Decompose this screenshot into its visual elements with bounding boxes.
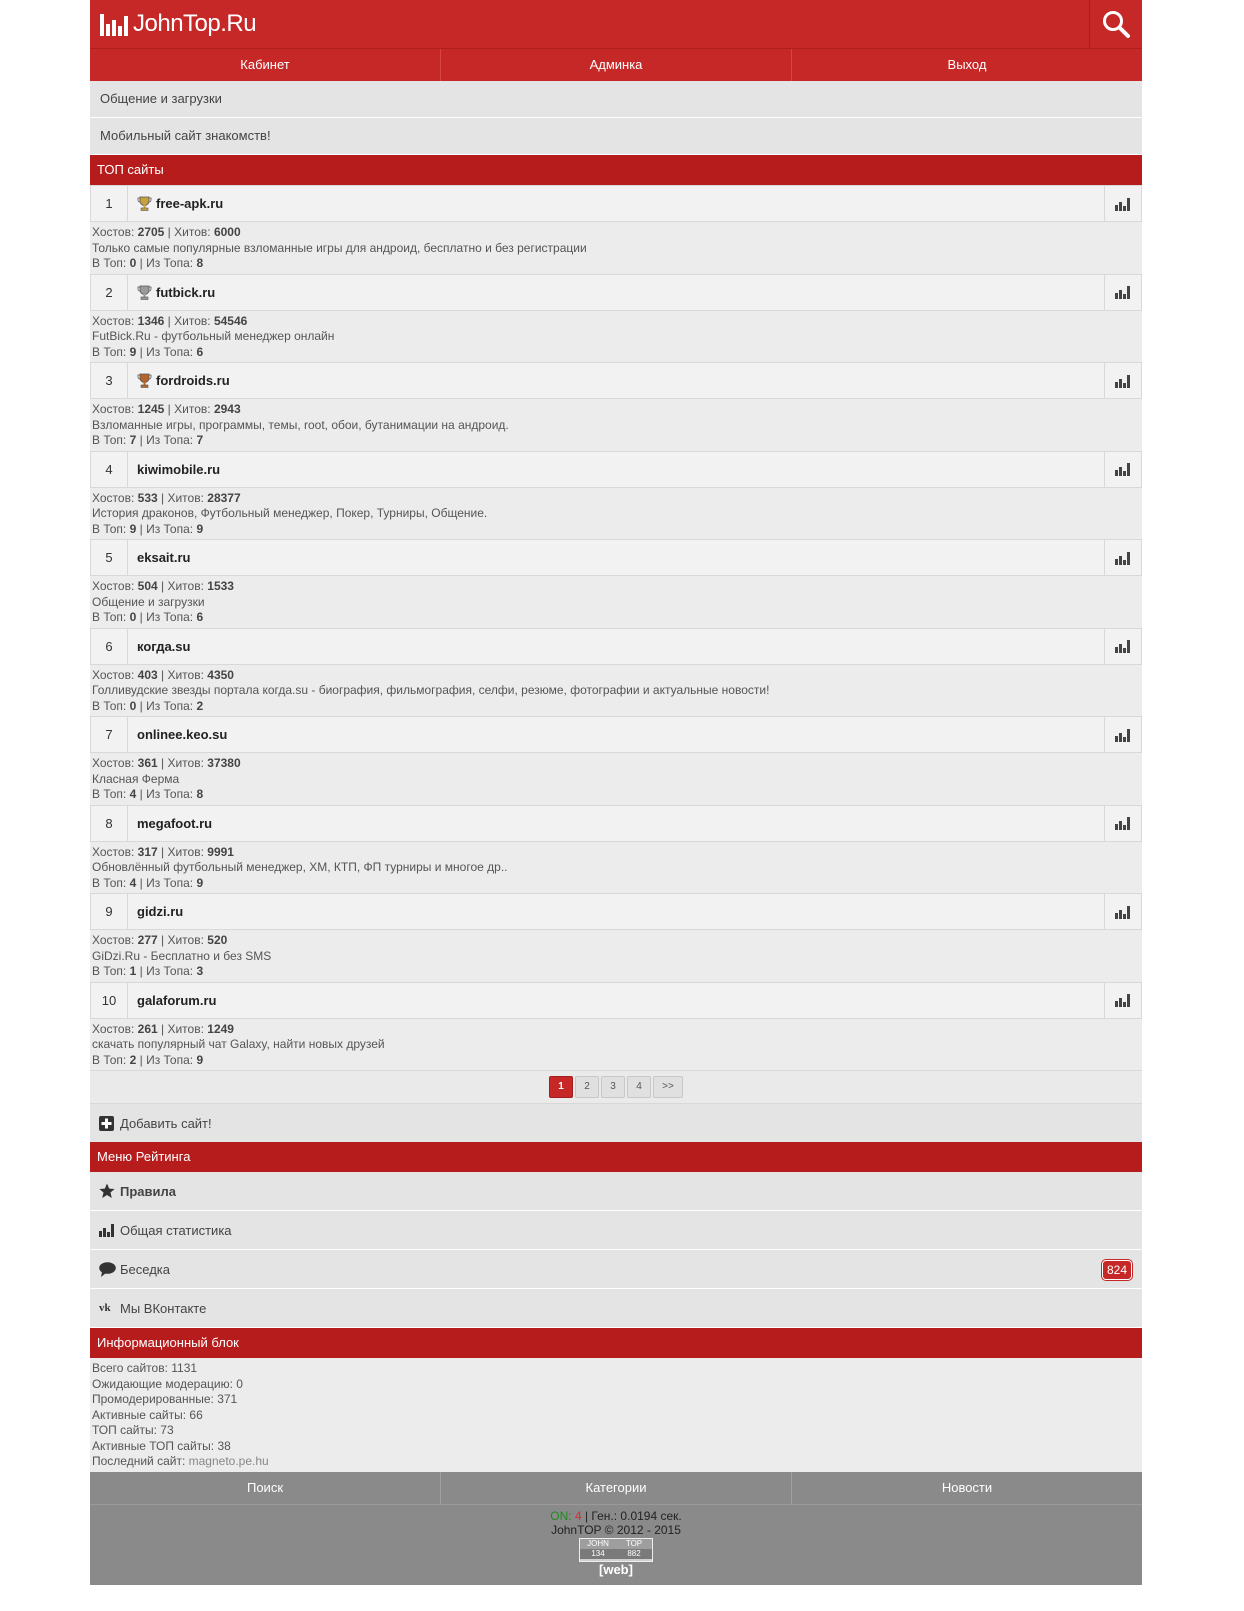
site-info: [90, 842, 1142, 894]
top-site-item: [90, 362, 1142, 451]
site-counts: Хостов: 261 | Хитов: 1249: [92, 1021, 234, 1036]
web-version-link[interactable]: [web]: [599, 1561, 633, 1577]
chart-icon: [1115, 816, 1131, 830]
page-button[interactable]: 1: [549, 1076, 573, 1098]
info-last-site: Последний сайт: magneto.pe.hu: [92, 1454, 269, 1468]
site-rank: 3: [90, 363, 128, 398]
chat-icon: [99, 1262, 117, 1277]
site-stats-button[interactable]: [1104, 186, 1142, 221]
info-active: Активные сайты: 66: [92, 1407, 203, 1422]
site-rank: 8: [90, 806, 128, 841]
site-transfers: В Топ: 0 | Из Топа: 8: [92, 256, 204, 270]
site-link[interactable]: [128, 806, 1104, 841]
site-link[interactable]: [128, 363, 1104, 398]
chart-icon: [1115, 462, 1131, 476]
nav-admin[interactable]: Админка: [441, 49, 792, 81]
menu-rules[interactable]: [90, 1172, 1142, 1211]
site-name: free-apk.ru: [156, 196, 224, 211]
site-info: [90, 665, 1142, 717]
site-row: [90, 362, 1142, 399]
site-rank: 4: [90, 452, 128, 487]
chart-icon: [1115, 728, 1131, 742]
ad-link[interactable]: Мобильный сайт знакомств!: [90, 118, 1142, 155]
site-description: Взломанные игры, программы, темы, root, обои, бутанимации на андроид.: [92, 417, 509, 432]
site-link[interactable]: [128, 717, 1104, 752]
info-total: Всего сайтов: 1131: [92, 1361, 198, 1375]
nav-cabinet[interactable]: Кабинет: [90, 49, 441, 81]
nav-categories[interactable]: Категории: [441, 1472, 792, 1504]
site-rank: 7: [90, 717, 128, 752]
last-site-link[interactable]: magneto.pe.hu: [188, 1454, 269, 1468]
search-button[interactable]: [1089, 0, 1142, 48]
site-name: fordroids.ru: [156, 373, 230, 388]
site-transfers: В Топ: 9 | Из Топа: 6: [92, 344, 204, 359]
site-counts: Хостов: 317 | Хитов: 9991: [92, 844, 234, 859]
online-count[interactable]: 4: [574, 1508, 582, 1523]
site-name: galaforum.ru: [137, 992, 217, 1008]
site-stats-button[interactable]: [1104, 452, 1142, 487]
trophy-icon: [137, 373, 152, 388]
site-counts: Хостов: 403 | Хитов: 4350: [92, 667, 234, 682]
site-description: История драконов, Футбольный менеджер, Покер, Турниры, Общение.: [92, 506, 488, 520]
site-row: [90, 274, 1142, 311]
top-nav: [90, 48, 1142, 81]
top-site-item: [90, 716, 1142, 805]
top-site-item: [90, 451, 1142, 540]
site-row: [90, 628, 1142, 665]
page-button[interactable]: 3: [601, 1076, 625, 1098]
site-transfers: В Топ: 4 | Из Топа: 8: [92, 787, 204, 801]
site-counts: Хостов: 277 | Хитов: 520: [92, 933, 228, 947]
search-icon: [1101, 9, 1131, 39]
menu-vk[interactable]: [90, 1289, 1142, 1328]
top-sites-list: [90, 185, 1142, 1070]
menu-chat-label: Беседка: [120, 1261, 170, 1277]
footer-nav: [90, 1472, 1142, 1504]
trophy-icon: [137, 285, 152, 300]
chart-icon: [1115, 551, 1131, 565]
info-block-title: Информационный блок: [90, 1328, 1142, 1358]
site-row: [90, 893, 1142, 930]
site-transfers: В Топ: 1 | Из Топа: 3: [92, 964, 204, 978]
chat-count-badge: 824: [1102, 1260, 1132, 1280]
site-transfers: В Топ: 0 | Из Топа: 2: [92, 698, 204, 713]
info-top: ТОП сайты: 73: [92, 1423, 174, 1437]
top-site-item: [90, 539, 1142, 628]
site-description: GiDzi.Ru - Бесплатно и без SMS: [92, 948, 272, 963]
site-counts: Хостов: 1245 | Хитов: 2943: [92, 402, 241, 416]
info-moderated: Промодерированные: 371: [92, 1392, 238, 1406]
site-info: [90, 930, 1142, 982]
site-row: [90, 716, 1142, 753]
info-active-top: Активные ТОП сайты: 38: [92, 1438, 231, 1453]
site-description: Класная Ферма: [92, 771, 180, 786]
site-transfers: В Топ: 4 | Из Топа: 9: [92, 875, 204, 890]
site-row: [90, 805, 1142, 842]
site-stats-button[interactable]: [1104, 540, 1142, 575]
site-info: [90, 488, 1142, 540]
johntop-counter[interactable]: JOHN TOP 134 882: [579, 1538, 653, 1562]
site-description: Общение и загрузки: [92, 594, 205, 609]
site-name: futbick.ru: [156, 284, 216, 300]
site-stats-button[interactable]: [1104, 894, 1142, 929]
chart-icon: [1115, 197, 1131, 211]
site-rank: 1: [90, 186, 128, 221]
site-counts: Хостов: 361 | Хитов: 37380: [92, 756, 241, 770]
menu-vk-label: Мы ВКонтакте: [120, 1300, 207, 1316]
site-name: kiwimobile.ru: [137, 461, 221, 477]
add-site-label: Добавить сайт!: [120, 1115, 212, 1131]
footer-status: ON: 4 | Ген.: 0.0194 сек.: [550, 1508, 682, 1523]
top-site-item: [90, 185, 1142, 274]
menu-chat[interactable]: [90, 1250, 1142, 1289]
logo-chart-icon: [100, 12, 130, 36]
site-name: когда.su: [137, 638, 191, 654]
page: [90, 0, 1142, 1585]
site-info: [90, 311, 1142, 363]
footer: [90, 1504, 1142, 1585]
site-link[interactable]: [128, 452, 1104, 487]
site-rank: 9: [90, 894, 128, 929]
top-sites-title: ТОП сайты: [90, 155, 1142, 185]
site-transfers: В Топ: 2 | Из Топа: 9: [92, 1052, 204, 1067]
nav-logout[interactable]: Выход: [947, 57, 987, 72]
site-name: eksait.ru: [137, 550, 191, 565]
top-site-item: [90, 274, 1142, 363]
site-name: gidzi.ru: [137, 904, 184, 919]
rating-menu-title: Меню Рейтинга: [90, 1142, 1142, 1172]
chart-icon: [99, 1223, 117, 1237]
logo-text: JohnTop.Ru: [133, 10, 257, 37]
chart-icon: [1115, 905, 1131, 919]
menu-statistics[interactable]: [90, 1211, 1142, 1250]
top-site-item: [90, 628, 1142, 717]
site-name: megafoot.ru: [137, 815, 213, 831]
page-button[interactable]: 4: [627, 1076, 651, 1098]
site-counts: Хостов: 504 | Хитов: 1533: [92, 579, 234, 593]
site-stats-button[interactable]: [1104, 629, 1142, 664]
site-stats-button[interactable]: [1104, 275, 1142, 310]
menu-statistics-label: Общая статистика: [120, 1222, 232, 1238]
plus-icon: [99, 1116, 117, 1131]
ad-link[interactable]: Общение и загрузки: [90, 81, 1142, 118]
site-info: [90, 753, 1142, 805]
nav-news[interactable]: Новости: [941, 1479, 993, 1495]
menu-rules-label: Правила: [120, 1183, 176, 1199]
site-row: [90, 539, 1142, 576]
copyright: JohnTOP © 2012 - 2015: [551, 1522, 681, 1537]
site-link[interactable]: [128, 983, 1104, 1018]
site-transfers: В Топ: 9 | Из Топа: 9: [92, 521, 204, 536]
site-transfers: В Топ: 7 | Из Топа: 7: [92, 433, 204, 447]
site-description: Обновлённый футбольный менеджер, ХМ, КТП, ФП турниры и многое др..: [92, 860, 508, 874]
logo[interactable]: [100, 9, 256, 39]
site-description: FutBick.Ru - футбольный менеджер онлайн: [92, 329, 335, 343]
star-icon: [99, 1183, 117, 1199]
site-info: [90, 399, 1142, 451]
site-name: onlinee.keo.su: [137, 727, 228, 742]
site-counts: Хостов: 533 | Хитов: 28377: [92, 490, 241, 505]
site-stats-button[interactable]: [1104, 983, 1142, 1018]
site-rank: 2: [90, 275, 128, 310]
vk-icon: vk: [99, 1302, 111, 1314]
top-site-item: [90, 982, 1142, 1071]
site-info: [90, 1019, 1142, 1071]
site-description: Голливудские звезды портала когда.su - биография, фильмография, селфи, резюме, фотографии и актуальные новости!: [92, 683, 770, 697]
chart-icon: [1115, 374, 1131, 388]
site-stats-button[interactable]: [1104, 363, 1142, 398]
chart-icon: [1115, 285, 1131, 299]
site-counts: Хостов: 1346 | Хитов: 54546: [92, 313, 248, 328]
site-link[interactable]: [128, 186, 1104, 221]
trophy-icon: [137, 196, 152, 211]
site-transfers: В Топ: 0 | Из Топа: 6: [92, 610, 204, 624]
site-stats-button[interactable]: [1104, 717, 1142, 752]
site-stats-button[interactable]: [1104, 806, 1142, 841]
next-page-button[interactable]: >>: [653, 1076, 683, 1098]
info-waiting: Ожидающие модерацию: 0: [92, 1376, 243, 1391]
chart-icon: [1115, 993, 1131, 1007]
site-row: [90, 451, 1142, 488]
add-site-link[interactable]: [90, 1104, 1142, 1142]
pagination: [90, 1070, 1142, 1104]
site-description: Только самые популярные взломанные игры для андроид, бесплатно и без регистрации: [92, 240, 587, 255]
site-info: [90, 576, 1142, 628]
site-rank: 10: [90, 983, 128, 1018]
site-link[interactable]: [128, 894, 1104, 929]
site-counts: Хостов: 2705 | Хитов: 6000: [92, 225, 241, 239]
page-button[interactable]: 2: [575, 1076, 599, 1098]
site-link[interactable]: [128, 629, 1104, 664]
info-block: [90, 1358, 1142, 1472]
top-site-item: [90, 805, 1142, 894]
site-row: [90, 185, 1142, 222]
top-site-item: [90, 893, 1142, 982]
site-link[interactable]: [128, 275, 1104, 310]
site-rank: 5: [90, 540, 128, 575]
header: [90, 0, 1142, 48]
site-description: скачать популярный чат Galaxy, найти новых друзей: [92, 1037, 385, 1051]
site-link[interactable]: [128, 540, 1104, 575]
nav-search[interactable]: Поиск: [90, 1472, 441, 1504]
site-rank: 6: [90, 629, 128, 664]
site-row: [90, 982, 1142, 1019]
site-info: [90, 222, 1142, 274]
chart-icon: [1115, 639, 1131, 653]
